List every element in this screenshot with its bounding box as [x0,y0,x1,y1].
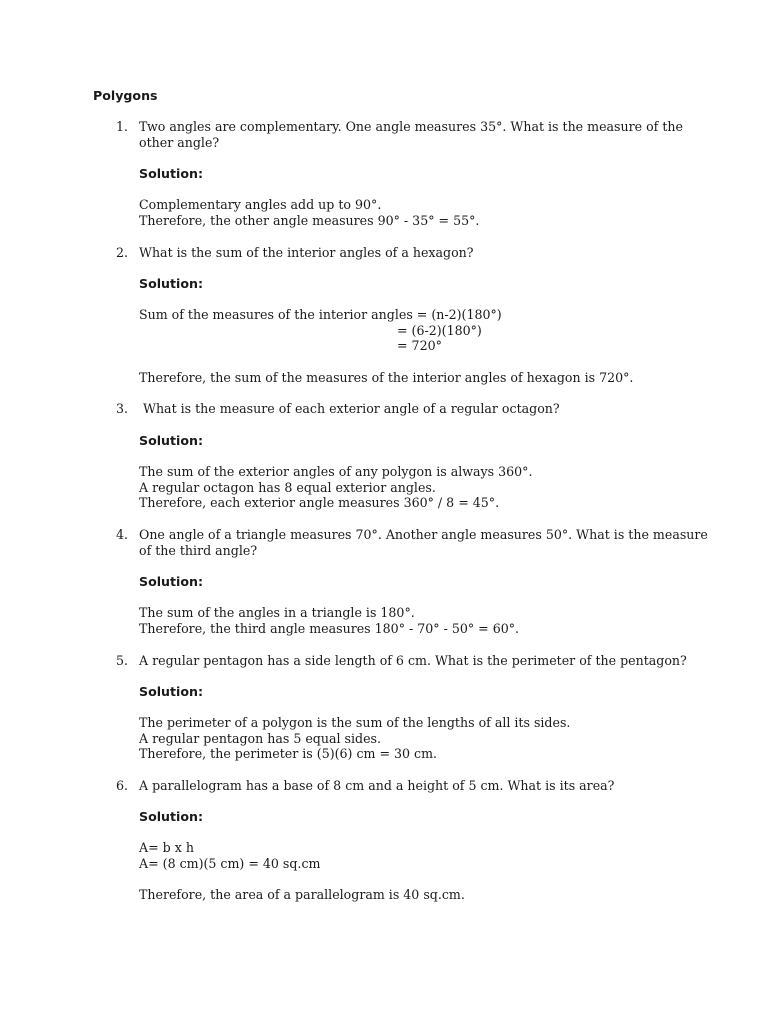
question-line: other angle? [139,134,220,150]
equation-continuation: = (6-2)(180°) [397,322,482,338]
conclusion-line: Therefore, the area of a parallelogram is 40 sq.cm. [139,887,465,902]
solution-label: Solution: [139,684,203,699]
question-text [139,778,679,794]
solution-body [139,464,699,511]
question-number: 6. [116,778,129,793]
solution-label: Solution: [139,433,203,448]
solution-line: The sum of the exterior angles of any polygon is always 360°. [139,464,533,479]
solution-line: The sum of the angles in a triangle is 180°. [139,605,415,620]
question-number: 3. [116,401,129,416]
question-text [139,653,687,669]
question-line: A regular pentagon has a side length of 6 cm. What is the perimeter of the pentagon? [139,653,687,668]
solution-label: Solution: [139,574,203,589]
solution-line: Therefore, each exterior angle measures 360° / 8 = 45°. [139,495,500,510]
solution-line: A regular octagon has 8 equal exterior angles. [139,479,436,495]
solution-line: Therefore, the other angle measures 90° - 35° = 55°. [139,212,480,228]
solution-body [139,605,699,636]
equation-block [139,307,699,354]
solution-label: Solution: [139,166,203,181]
solution-body [139,840,699,871]
equation-continuation: = 720° [397,338,442,353]
question-number: 5. [116,653,129,668]
solution-label: Solution: [139,809,203,824]
solution-conclusion [139,370,699,386]
question-line: What is the sum of the interior angles of a hexagon? [139,245,474,260]
conclusion-line: Therefore, the sum of the measures of the interior angles of hexagon is 720°. [139,370,634,385]
solution-body [139,197,699,228]
question-line: A parallelogram has a base of 8 cm and a height of 5 cm. What is its area? [139,778,615,793]
solution-line: The perimeter of a polygon is the sum of the lengths of all its sides. [139,715,571,730]
question-line: One angle of a triangle measures 70°. Another angle measures 50°. What is the measure [139,527,708,542]
equation-line: Sum of the measures of the interior angles = (n-2)(180°) [139,307,502,322]
solution-line: Therefore, the third angle measures 180° - 70° - 50° = 60°. [139,620,520,636]
question-text [139,119,683,150]
solution-line: Therefore, the perimeter is (5)(6) cm = 30 cm. [139,746,438,761]
question-text [139,527,708,558]
question-number: 4. [116,527,129,542]
solution-line: A= b x h [139,840,194,855]
question-number: 1. [116,119,129,134]
solution-label: Solution: [139,276,203,291]
question-number: 2. [116,245,129,260]
question-line: Two angles are complementary. One angle measures 35°. What is the measure of the [139,119,683,134]
solution-line: A regular pentagon has 5 equal sides. [139,730,381,746]
solution-line: A= (8 cm)(5 cm) = 40 sq.cm [139,855,321,871]
page-title: Polygons [93,88,158,103]
solution-conclusion [139,887,699,903]
solution-body [139,715,699,762]
question-line: What is the measure of each exterior angle of a regular octagon? [139,401,560,416]
question-text [139,401,679,417]
question-line: of the third angle? [139,542,258,558]
solution-line: Complementary angles add up to 90°. [139,197,382,212]
question-text [139,245,679,261]
